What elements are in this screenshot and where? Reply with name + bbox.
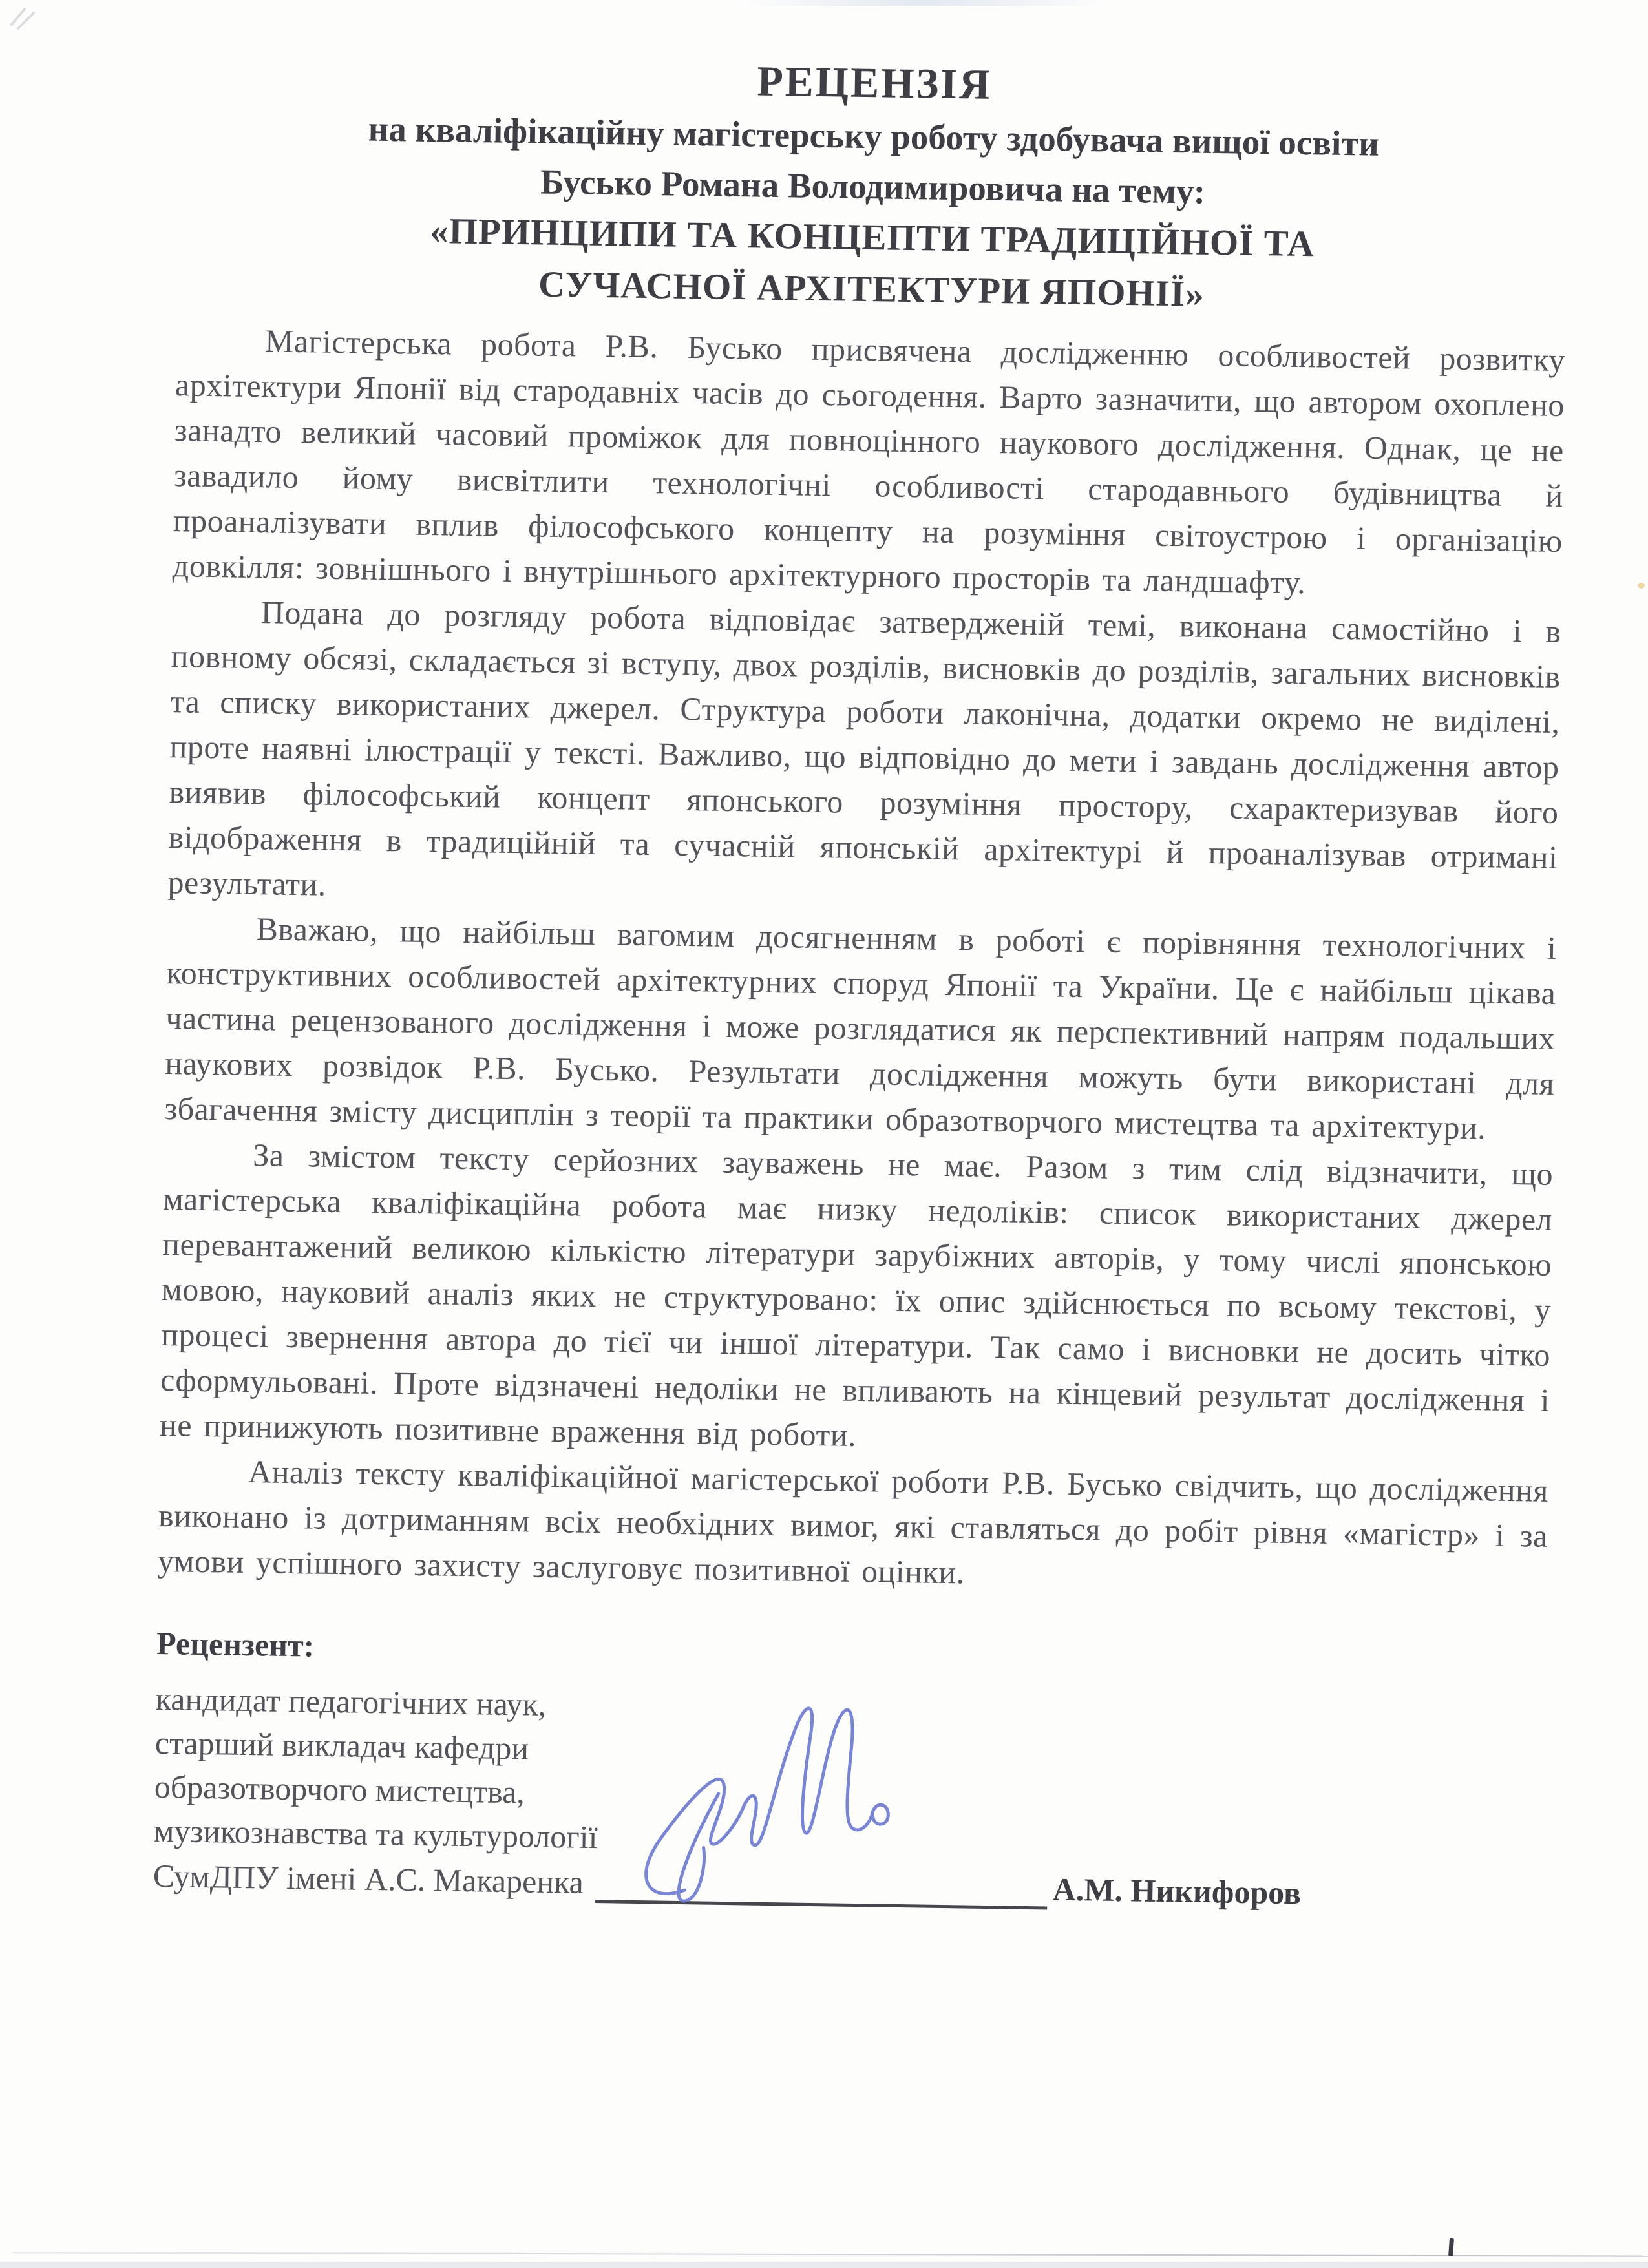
paper-speck xyxy=(1638,583,1645,589)
credential-line-4: музикознавства та культурології xyxy=(153,1812,598,1856)
scan-edge-mark xyxy=(1448,2238,1454,2256)
signature-block xyxy=(153,1619,1546,1918)
institution-name: СумДПУ імені А.С. Макаренка xyxy=(153,1857,584,1900)
thesis-topic-line-2: СУЧАСНОЇ АРХІТЕКТУРИ ЯПОНІЇ» xyxy=(538,264,1205,315)
thesis-topic-line-1: «ПРИНЦИПИ ТА КОНЦЕПТИ ТРАДИЦІЙНОЇ ТА xyxy=(429,210,1315,265)
scan-edge-tint xyxy=(737,0,1112,6)
credential-line-3: образотворчого мистецтва, xyxy=(154,1768,525,1811)
scan-edge-line xyxy=(13,2252,1648,2256)
credential-line-2: старший викладач кафедри xyxy=(154,1724,529,1767)
paragraph-2: Подана до розгляду робота відповідає затвердженій темі, виконана самостійно і в повному обсязі, складається зі вступу, двох розділів, висновків до розділів, загальних висновків та списку використаних джерел. Структура роботи лаконічна, додатки окремо не виділені, проте наявні ілюстрації у тексті. Важливо, що відповідно до мети і завдань дослідження автор виявив філософський концепт японського розуміння простору, схарактеризував його відображення в традиційній та сучасній японській архітектурі й проаналізував отримані результати. xyxy=(167,594,1562,903)
signature-line xyxy=(595,1865,1048,1909)
paragraph-4: За змістом тексту серйозних зауважень не має. Разом з тим слід відзначити, що магістерська кваліфікаційна робота має низку недоліків: список використаних джерел перевантажений великою кількістю літератури зарубіжних авторів, у тому числі японською мовою, науковий аналіз яких не структуровано: їх опис здійснюється по всьому текстові, у процесі звернення автора до тієї чи іншої літератури. Так само і висновки не досить чітко сформульовані. Проте відзначені недоліки не впливають на кінцевий результат дослідження і не принижують позитивне враження від роботи. xyxy=(159,1137,1554,1453)
reviewer-label: Рецензент: xyxy=(156,1624,315,1664)
paragraph-3: Вважаю, що найбільш вагомим досягненням в роботі є порівняння технологічних і конструктивних особливостей архітектурних споруд Японії та України. Це є найбільш цікава частина рецензованого дослідження і може розглядатися як перспективний напрям подальших наукових розвідок Р.В. Бусько. Результати дослідження можуть бути використані для збагачення змісту дисциплін з теорії та практики образотворчого мистецтва та архітектури. xyxy=(164,910,1557,1146)
paragraph-5: Аналіз тексту кваліфікаційної магістерської роботи Р.В. Бусько свідчить, що дослідження виконано із дотриманням всіх необхідних вимог, які ставляться до робіт рівня «магістр» і за умови успішного захисту заслуговує позитивної оцінки. xyxy=(157,1453,1549,1591)
pencil-scuff-mark xyxy=(5,3,57,41)
credential-line-1: кандидат педагогічних наук, xyxy=(155,1680,547,1723)
scan-edge-shadow xyxy=(0,2262,1648,2268)
review-subtitle-line-1: на кваліфікаційну магістерську роботу здобувача вищої освіти xyxy=(368,109,1380,163)
reviewer-name: А.М. Никифоров xyxy=(1052,1871,1302,1911)
review-title: РЕЦЕНЗІЯ xyxy=(756,58,993,109)
paragraph-1: Магістерська робота Р.В. Бусько присвячена дослідженню особливостей розвитку архітектури Японії від стародавніх часів до сьогодення. Варто зазначити, що автором охоплено занадто великий часовий проміжок для повноцінного наукового дослідження. Однак, це не завадило йому висвітлити технологічні особливості стародавнього будівництва й проаналізувати вплив філософського концепту на розуміння світоустрою і організацію довкілля: зовнішнього і внутрішнього архітектурного просторів та ландшафту. xyxy=(172,322,1566,601)
document-header xyxy=(176,45,1570,326)
review-subtitle-line-2: Бусько Романа Володимировича на тему: xyxy=(540,162,1206,211)
review-body xyxy=(158,317,1566,1604)
